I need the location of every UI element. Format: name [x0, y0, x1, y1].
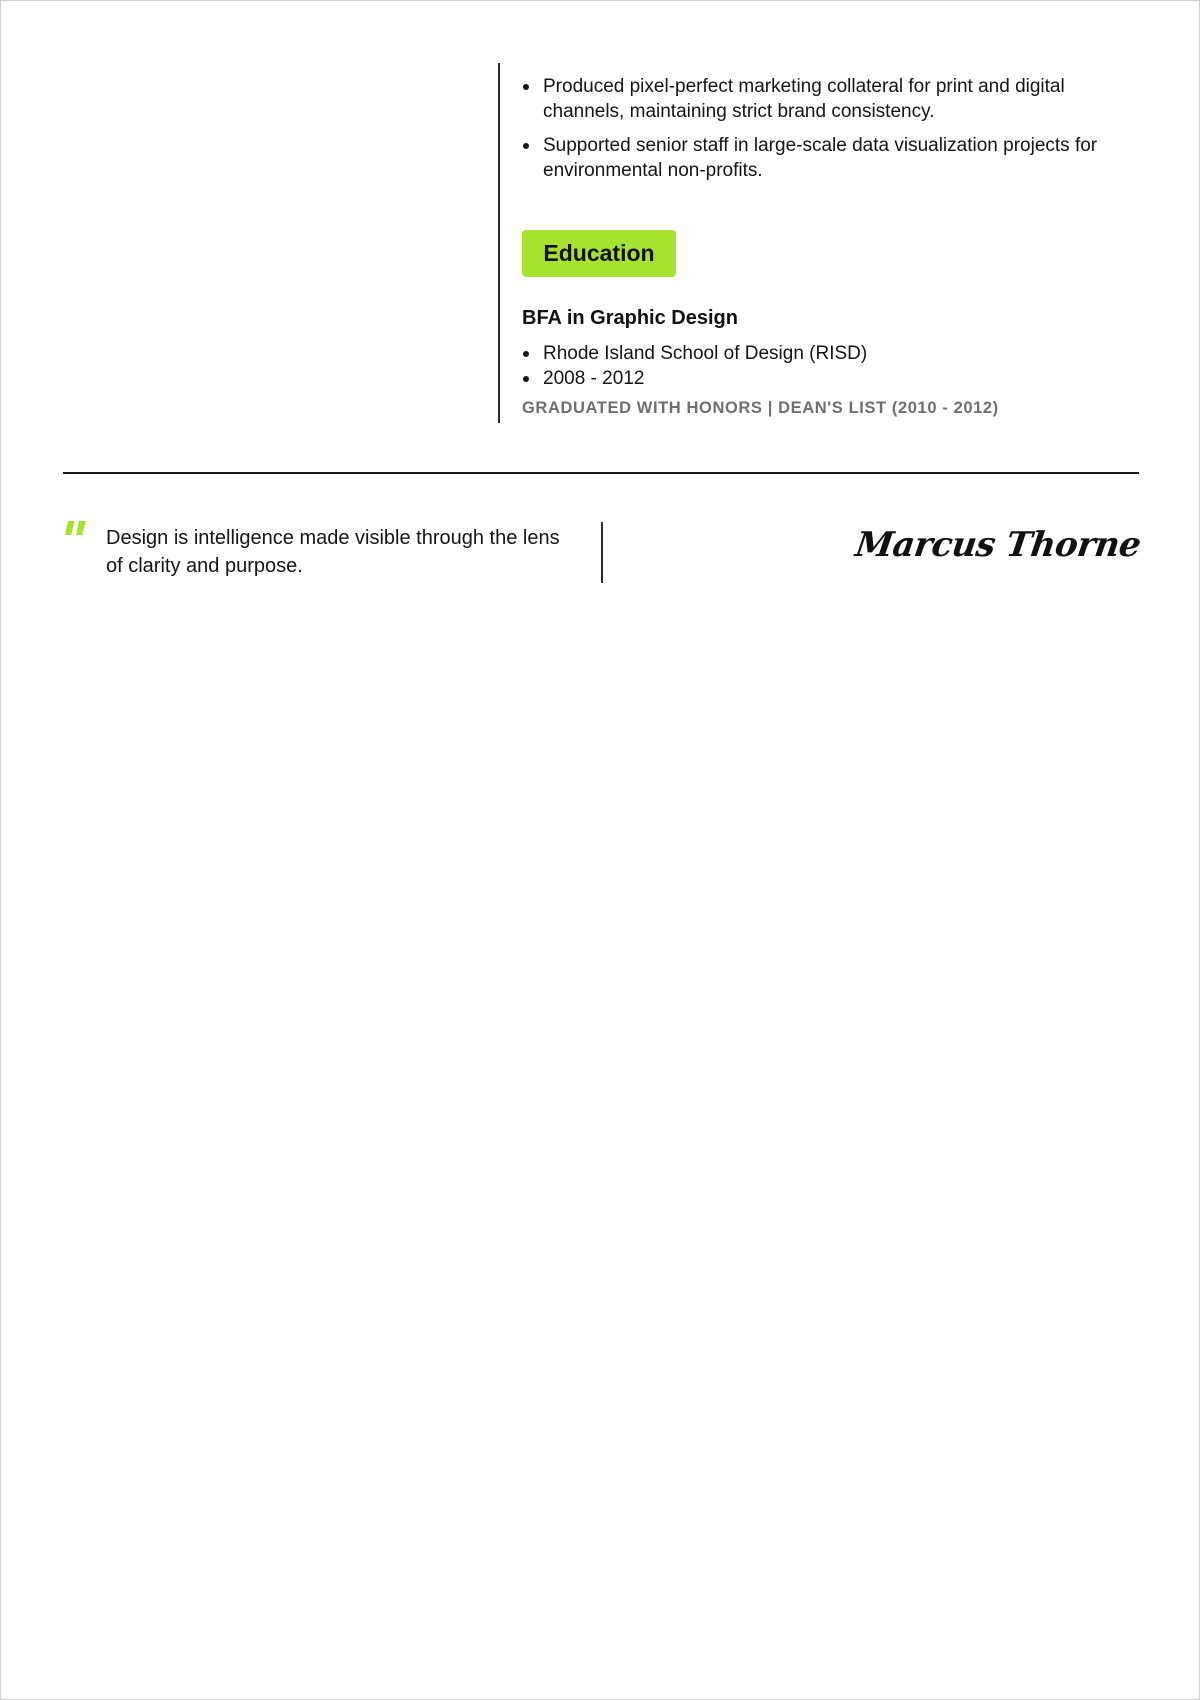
- section-divider: [63, 472, 1139, 474]
- signature: Marcus Thorne: [852, 525, 1143, 565]
- footer-quote: Design is intelligence made visible through the lens of clarity and purpose.: [106, 527, 560, 577]
- education-heading: Education: [522, 230, 676, 277]
- degree-title: BFA in Graphic Design: [522, 307, 738, 329]
- list-item: Rhode Island School of Design (RISD): [522, 341, 1122, 366]
- quote-icon: [65, 521, 87, 535]
- list-item: Supported senior staff in large-scale data visualization projects for environmental non-profits.: [522, 133, 1122, 183]
- footer-divider: [601, 522, 603, 583]
- list-item: 2008 - 2012: [522, 366, 1122, 391]
- right-column: [498, 63, 1140, 423]
- honors-line: GRADUATED WITH HONORS | DEAN'S LIST (2010 - 2012): [522, 399, 999, 417]
- education-details: [522, 341, 1122, 391]
- list-item: Produced pixel-perfect marketing collateral for print and digital channels, maintaining strict brand consistency.: [522, 74, 1122, 124]
- experience-bullets: [522, 74, 1122, 183]
